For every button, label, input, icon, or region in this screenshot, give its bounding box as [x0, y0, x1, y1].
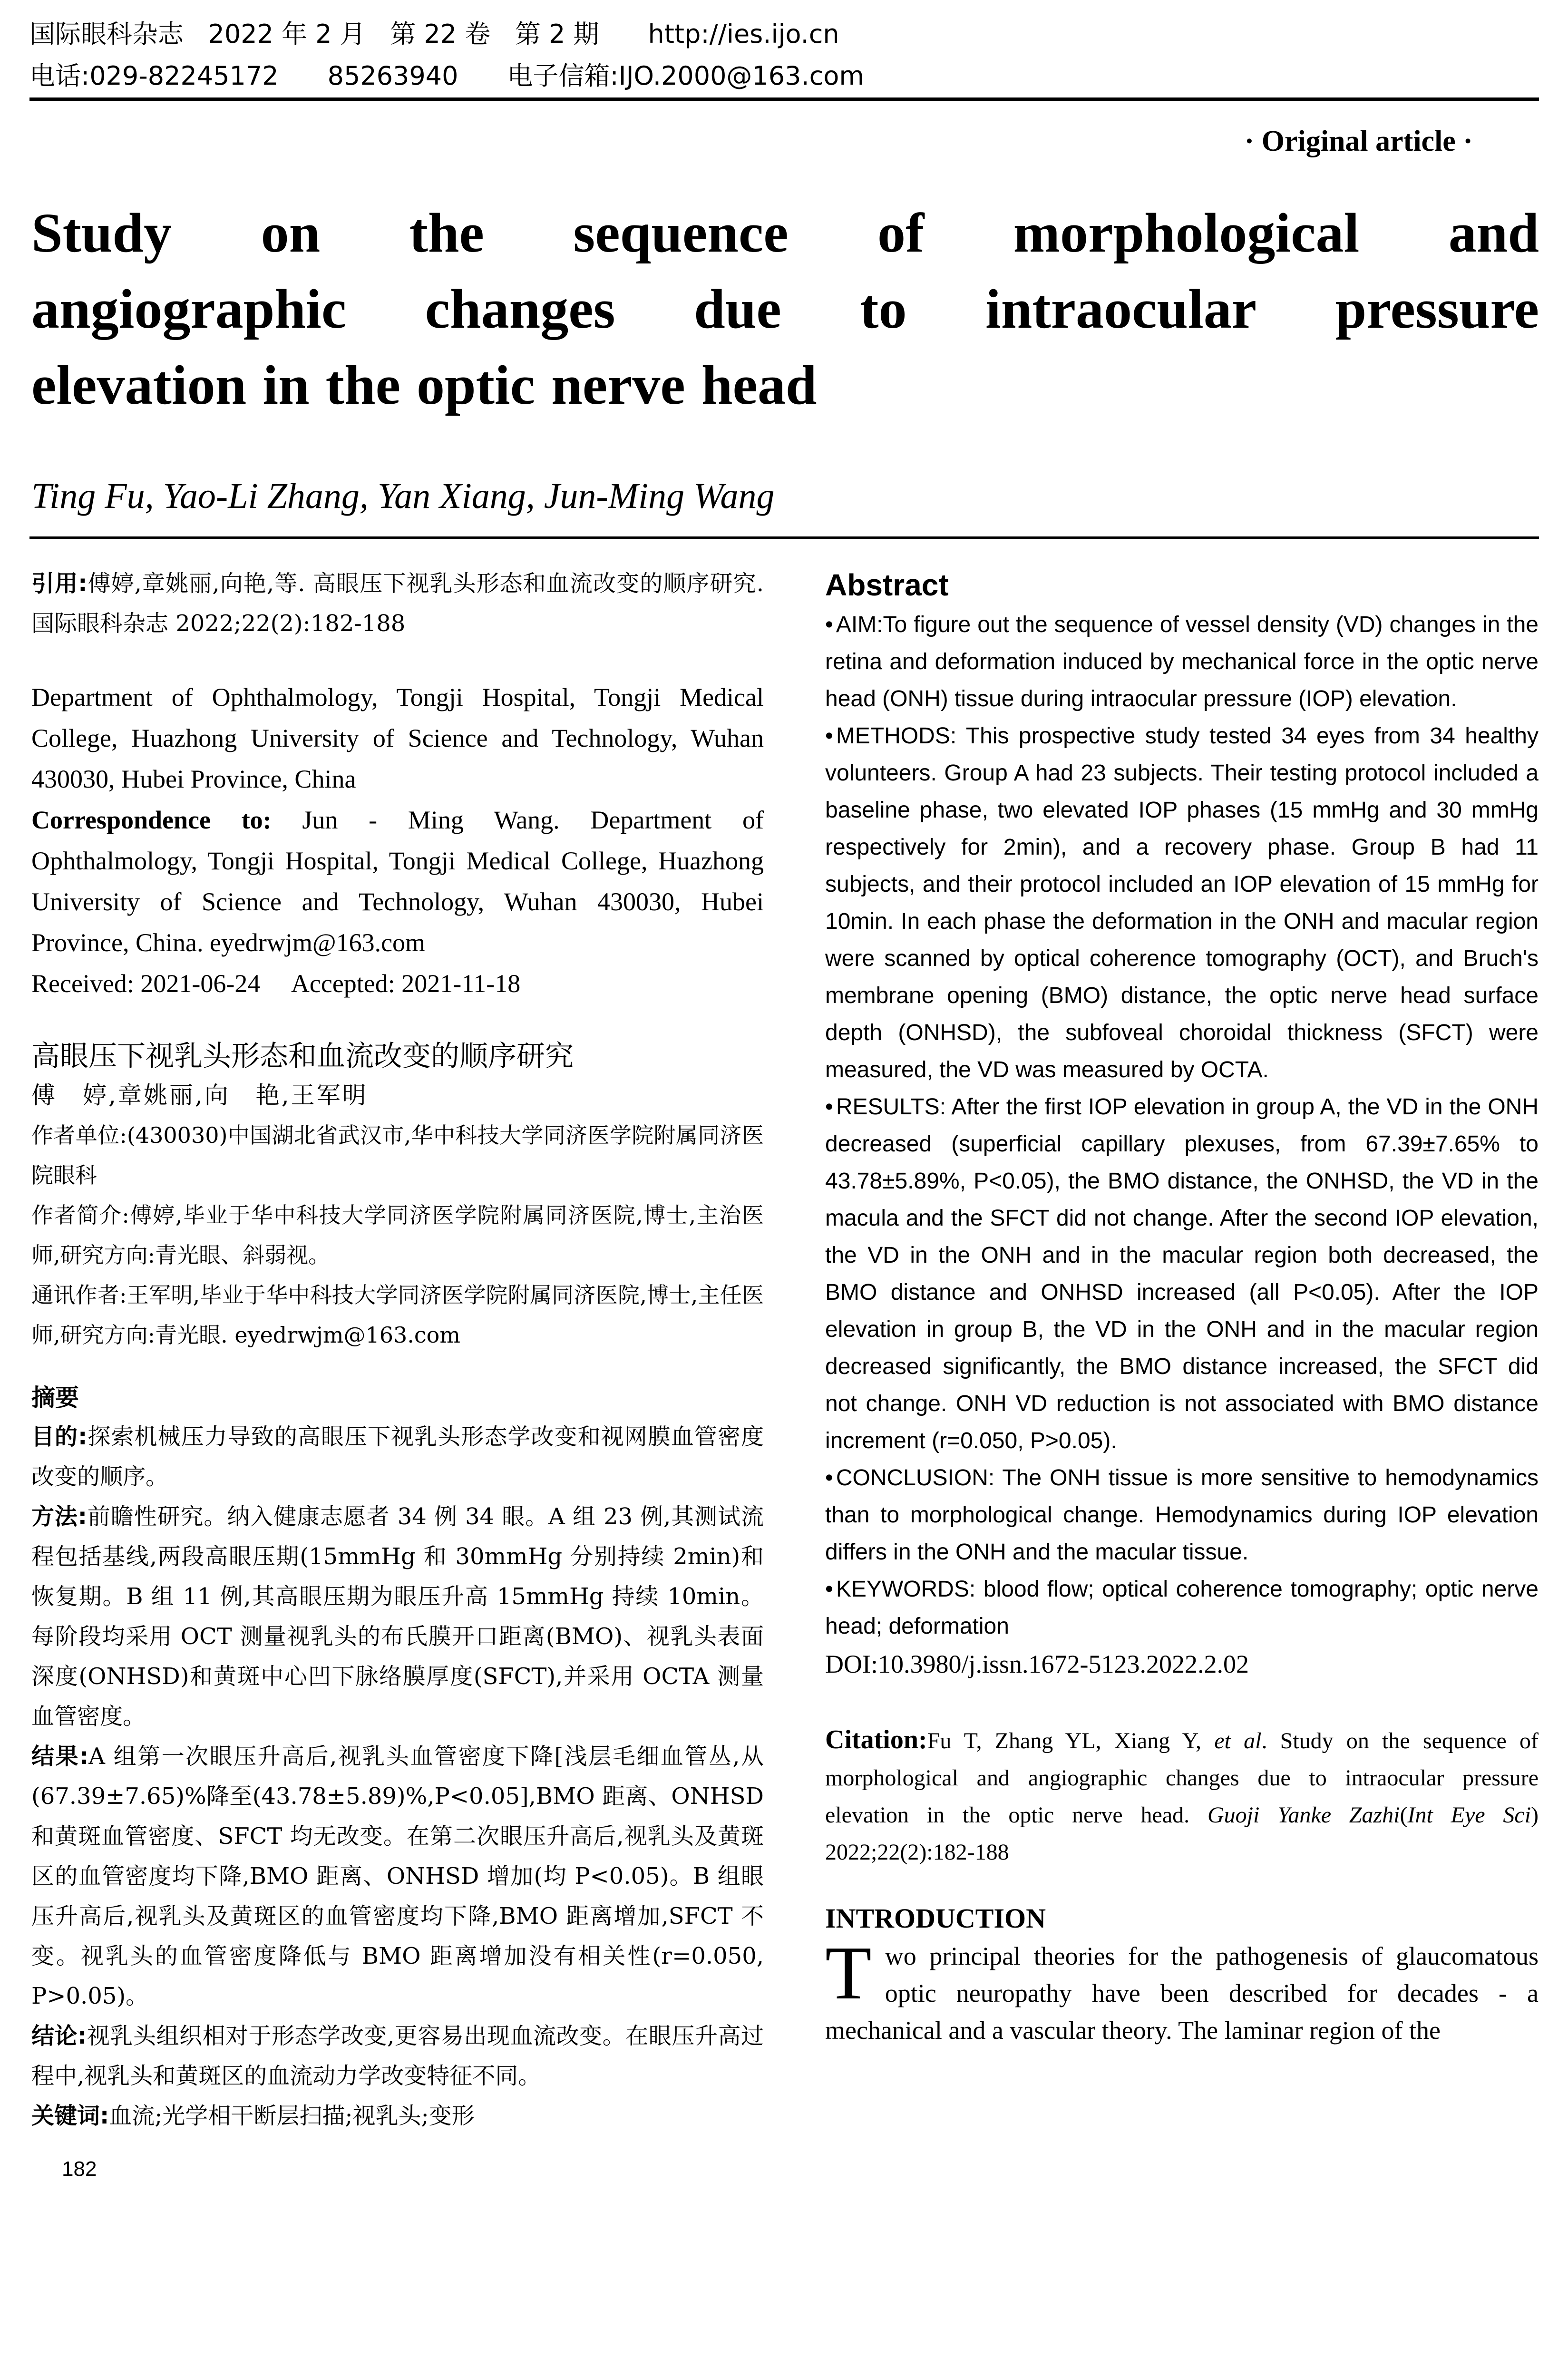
en-citation [825, 1721, 1539, 1871]
volume: 第 22 卷 [390, 19, 491, 49]
header-rule [29, 97, 1539, 101]
title-word: optic [416, 354, 536, 416]
abstract-keywords [825, 1571, 1539, 1645]
abstract-results-label: RESULTS: [836, 1094, 946, 1120]
title-separator-rule [29, 536, 1539, 539]
title-word: and [1448, 202, 1539, 264]
title-word: the [325, 354, 400, 416]
citation-tail: ) 2022;22(2):182-188 [825, 1802, 1539, 1865]
bullet-icon: • [825, 1577, 833, 1602]
cn-aim [31, 1417, 764, 1497]
citation-etal: et al [1214, 1728, 1262, 1754]
cn-methods-text: 前瞻性研究。纳入健康志愿者 34 例 34 眼。A 组 23 例,其测试流程包括基线,两段高眼压期(15mmHg 和 30mmHg 分别持续 2min)和恢复期。B 组 11 例,其高眼压期为眼压升高 15mmHg 持续 10min。每阶段均采用 OCT 测量视乳头的布氏膜开口距离(BMO)、视乳头表面深度(ONHSD)和黄斑中心凹下脉络膜厚度(SFCT),并采用 OCTA 测量血管密度。 [31, 1503, 764, 1730]
abstract-keywords-label: KEYWORDS: [836, 1577, 976, 1602]
article-title [31, 195, 1539, 423]
cn-conclusion-label: 结论: [31, 2023, 87, 2049]
author-list: Ting Fu, Yao-Li Zhang, Yan Xiang, Jun-Ming Wang [31, 476, 775, 516]
introduction-heading: INTRODUCTION [825, 1903, 1046, 1934]
title-word: of [877, 202, 925, 264]
cn-aim-text: 探索机械压力导致的高眼压下视乳头形态学改变和视网膜血管密度改变的顺序。 [31, 1423, 764, 1490]
journal-phone-2: 85263940 [327, 61, 458, 91]
correspondence-label: Correspondence to: [31, 806, 272, 834]
introduction-paragraph [825, 1930, 1539, 2049]
title-line-3 [31, 347, 1539, 423]
abstract-methods-label: METHODS: [836, 723, 957, 749]
page-number: 182 [62, 2157, 97, 2181]
cn-results-label: 结果: [31, 1743, 89, 1770]
abstract-aim-label: AIM: [836, 612, 883, 637]
cn-authors: 傅 婷,章姚丽,向 艳,王军明 [31, 1081, 368, 1109]
doi[interactable]: DOI:10.3980/j.issn.1672-5123.2022.2.02 [825, 1650, 1249, 1678]
journal-name-cn: 国际眼科杂志 [29, 19, 184, 49]
cn-citation-label: 引用: [31, 570, 88, 597]
title-line-1 [31, 195, 1539, 271]
issue: 第 2 期 [515, 19, 599, 49]
citation-journal-en: Int Eye Sci [1407, 1802, 1531, 1828]
bullet-icon: • [825, 1465, 833, 1490]
cn-keywords-label: 关键词: [31, 2103, 109, 2129]
title-word: elevation [31, 354, 247, 416]
dates [31, 963, 764, 1004]
running-header-line1 [29, 19, 839, 49]
abstract-methods [825, 718, 1539, 1089]
abstract-aim-text: To figure out the sequence of vessel density (VD) changes in the retina and deformation induced by mechanical force in the optic nerve head (ONH) tissue during intraocular pressure (IOP) elevation. [825, 612, 1539, 711]
abstract-results-text: After the first IOP elevation in group A, the VD in the ONH decreased (superficial capillary plexuses, from 67.39±7.65% to 43.78±5.89%, P<0.05), the BMO distance, the ONHSD, the VD in the macula and the SFCT did not change. After the second IOP elevation, the VD in the ONH and in the macular region both decreased, the BMO distance and ONHSD increased (all P<0.05). After the IOP elevation in group B, the VD in the ONH and in the macular region decreased significantly, the BMO distance increased, the SFCT did not change. ONH VD reduction is not associated with BMO distance increment (r=0.050, P>0.05). [825, 1094, 1539, 1453]
cn-results [31, 1736, 764, 2016]
drop-cap: T [825, 1930, 872, 2015]
cn-conclusion-text: 视乳头组织相对于形态学改变,更容易出现血流改变。在眼压升高过程中,视乳头和黄斑区的血流动力学改变特征不同。 [31, 2023, 764, 2089]
citation-label: Citation: [825, 1725, 927, 1754]
title-word: to [860, 278, 907, 340]
cn-corresponding-author[interactable]: 通讯作者:王军明,毕业于华中科技大学同济医学院附属同济医院,博士,主任医师,研究方向:青光眼. eyedrwjm@163.com [31, 1282, 764, 1348]
cn-citation-text: 傅婷,章姚丽,向艳,等. 高眼压下视乳头形态和血流改变的顺序研究. 国际眼科杂志 2022;22(2):182-188 [31, 570, 764, 637]
title-word: morphological [1013, 202, 1360, 264]
journal-url[interactable]: http://ies.ijo.cn [648, 19, 839, 49]
title-word: intraocular [985, 278, 1257, 340]
bullet-icon: • [825, 723, 833, 749]
abstract-conclusion-text: The ONH tissue is more sensitive to hemodynamics than to morphological change. Hemodynamics during IOP elevation differs in the ONH and the macular tissue. [825, 1465, 1539, 1565]
title-line-2 [31, 271, 1539, 347]
article-type: · Original article · [1244, 125, 1473, 157]
abstract-conclusion [825, 1460, 1539, 1571]
introduction-text: wo principal theories for the pathogenesis of glaucomatous optic neuropathy have been described for decades - a mechanical and a vascular theory. The laminar region of the [825, 1942, 1539, 2045]
running-header-line2 [29, 61, 864, 91]
journal-email[interactable]: 电子信箱:IJO.2000@163.com [507, 61, 864, 91]
cn-keywords-text: 血流;光学相干断层扫描;视乳头;变形 [109, 2103, 475, 2129]
journal-phone: 电话:029-82245172 [29, 61, 279, 91]
correspondence-text[interactable]: Jun - Ming Wang. Department of Ophthalmology, Tongji Hospital, Tongji Medical College, Huazhong University of Science and Technology, Wuhan 430030, Hubei Province, China. eyedrwjm@163.com [31, 806, 764, 957]
issue-date: 2022 年 2 月 [208, 19, 366, 49]
title-word: angiographic [31, 278, 347, 340]
citation-title: . Study on the sequence of morphological and angiographic changes due to intraocular pressure elevation in the optic nerve head. [825, 1728, 1539, 1828]
title-word: in [263, 354, 310, 416]
accepted-date: Accepted: 2021-11-18 [291, 969, 521, 998]
cn-keywords [31, 2096, 764, 2136]
abstract-methods-text: This prospective study tested 34 eyes from 34 healthy volunteers. Group A had 23 subjects. Their testing protocol included a baseline phase, two elevated IOP phases (15 mmHg and 30 mmHg respectively for 2min), and a recovery phase. Group B had 11 subjects, and their protocol included an IOP elevation of 15 mmHg for 10min. In each phase the deformation in the ONH and macular region were scanned by optical coherence tomography (OCT), and Bruch's membrane opening (BMO) distance, the optic nerve head surface depth (ONHSD), the subfoveal choroidal thickness (SFCT) were measured, the VD was measured by OCTA. [825, 723, 1539, 1082]
cn-methods [31, 1497, 764, 1736]
title-word: head [701, 354, 817, 416]
cn-abstract-heading: 摘要 [31, 1384, 79, 1412]
received-date: Received: 2021-06-24 [31, 969, 261, 998]
citation-authors: Fu T, Zhang YL, Xiang Y, [927, 1728, 1215, 1754]
cn-methods-label: 方法: [31, 1503, 87, 1530]
title-word: pressure [1335, 278, 1539, 340]
correspondence [31, 799, 764, 963]
citation-journal: Guoji Yanke Zazhi [1207, 1802, 1400, 1828]
abstract-results [825, 1089, 1539, 1460]
bullet-icon: • [825, 612, 833, 637]
cn-citation [31, 564, 764, 643]
citation-paren: ( [1400, 1802, 1408, 1828]
affiliation: Department of Ophthalmology, Tongji Hospital, Tongji Medical College, Huazhong University of Science and Technology, Wuhan 430030, Hubei Province, China [31, 683, 764, 793]
title-word: changes [425, 278, 615, 340]
right-column [825, 564, 1539, 2049]
cn-unit: 作者单位:(430030)中国湖北省武汉市,华中科技大学同济医学院附属同济医院眼科 [31, 1122, 764, 1188]
cn-results-text: A 组第一次眼压升高后,视乳头血管密度下降[浅层毛细血管丛,从(67.39±7.65)%降至(43.78±5.89)%,P<0.05],BMO 距离、ONHSD 和黄斑血管密度、SFCT 均无改变。在第二次眼压升高后,视乳头及黄斑区的血管密度均下降,BMO 距离、ONHSD 增加(均 P<0.05)。B 组眼压升高后,视乳头及黄斑区的血管密度均下降,BMO 距离增加,SFCT 不变。视乳头的血管密度降低与 BMO 距离增加没有相关性(r=0.050, P>0.05)。 [31, 1743, 764, 2009]
cn-title: 高眼压下视乳头形态和血流改变的顺序研究 [31, 1040, 574, 1073]
left-column [31, 564, 764, 2183]
title-word: due [694, 278, 781, 340]
title-word: the [409, 202, 484, 264]
bullet-icon: • [825, 1094, 833, 1120]
abstract-heading: Abstract [825, 568, 949, 602]
title-word: nerve [551, 354, 685, 416]
abstract-conclusion-label: CONCLUSION: [836, 1465, 995, 1490]
title-word: sequence [573, 202, 789, 264]
cn-conclusion [31, 2016, 764, 2096]
title-word: on [261, 202, 321, 264]
cn-author-bio: 作者简介:傅婷,毕业于华中科技大学同济医学院附属同济医院,博士,主治医师,研究方向:青光眼、斜弱视。 [31, 1202, 764, 1268]
abstract-aim [825, 606, 1539, 718]
cn-aim-label: 目的: [31, 1423, 88, 1450]
title-word: Study [31, 202, 172, 264]
abstract-keywords-text: blood flow; optical coherence tomography; optic nerve head; deformation [825, 1577, 1539, 1639]
